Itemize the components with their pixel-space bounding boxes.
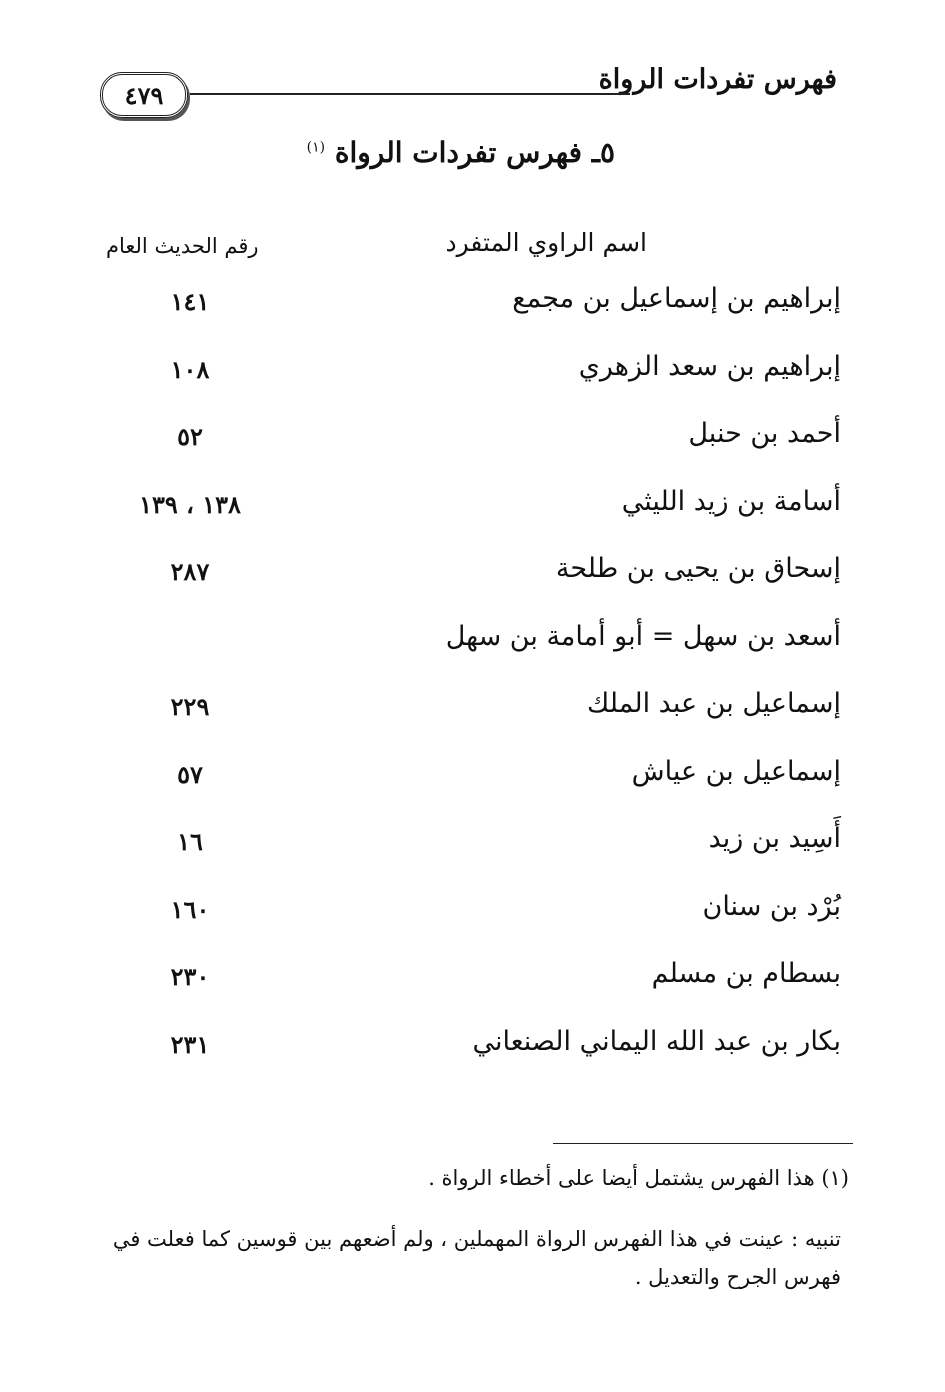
list-item [0, 891, 945, 959]
list-item [0, 351, 945, 419]
narrator-name: إسماعيل بن عياش [631, 755, 841, 787]
hadith-number: ١٣٨ ، ١٣٩ [139, 489, 241, 519]
header-rule [190, 93, 630, 95]
hadith-number: ٢٣٠ [170, 962, 210, 991]
list-item [0, 418, 945, 486]
hadith-number: ٢٣١ [170, 1029, 210, 1059]
narrator-name: إبراهيم بن إسماعيل بن مجمع [512, 283, 841, 314]
footnote-rule [553, 1143, 853, 1144]
narrator-name: إسماعيل بن عبد الملك [587, 688, 841, 719]
hadith-number: ٢٨٧ [170, 557, 210, 586]
section-heading [307, 136, 615, 169]
list-item [0, 823, 945, 891]
list-item [0, 553, 945, 621]
hadith-number: ١٤١ [170, 287, 210, 316]
list-item [0, 1026, 945, 1094]
page-number-badge [100, 72, 188, 118]
page-number: ٤٧٩ [124, 80, 164, 110]
list-item [0, 621, 945, 689]
hadith-number: ٥٧ [177, 759, 203, 789]
narrator-name: بُرْد بن سنان [702, 890, 841, 922]
list-item [0, 486, 945, 554]
column-header-narrator-name: اسم الراوي المتفرد [445, 228, 647, 257]
hadith-number: ١٦٠ [170, 894, 210, 924]
footnote-2: تنبيه : عينت في هذا الفهرس الرواة المهملين ، ولم أضعهم بين قوسين كما فعلت في فهرس الجرح والتعديل . [112, 1227, 841, 1289]
list-item [0, 958, 945, 1026]
narrator-name: أسعد بن سهل = أبو أمامة بن سهل [445, 620, 841, 652]
narrator-name: إسحاق بن يحيى بن طلحة [555, 553, 841, 584]
narrator-name: أحمد بن حنبل [688, 418, 841, 449]
narrator-name: أَسِيد بن زيد [708, 823, 841, 854]
footnote-marker: (١) [306, 139, 326, 156]
narrator-name: بسطام بن مسلم [651, 958, 841, 989]
narrator-name: أسامة بن زيد الليثي [621, 485, 841, 517]
list-item [0, 688, 945, 756]
narrator-name: إبراهيم بن سعد الزهري [578, 350, 841, 382]
index-list [0, 283, 945, 1093]
hadith-number: ١٠٨ [170, 354, 210, 384]
hadith-number: ٢٢٩ [170, 692, 210, 721]
column-header-hadith-number: رقم الحديث العام [106, 234, 259, 258]
hadith-number: ٥٢ [177, 422, 203, 451]
footnote-1: (١) هذا الفهرس يشتمل أيضا على أخطاء الرواة . [428, 1166, 849, 1190]
narrator-name: بكار بن عبد الله اليماني الصنعاني [472, 1025, 841, 1057]
section-heading-text: ٥ـ فهرس تفردات الرواة [334, 136, 615, 169]
running-header-title: فهرس تفردات الرواة [598, 64, 837, 95]
list-item [0, 756, 945, 824]
list-item [0, 283, 945, 351]
hadith-number: ١٦ [177, 827, 203, 856]
